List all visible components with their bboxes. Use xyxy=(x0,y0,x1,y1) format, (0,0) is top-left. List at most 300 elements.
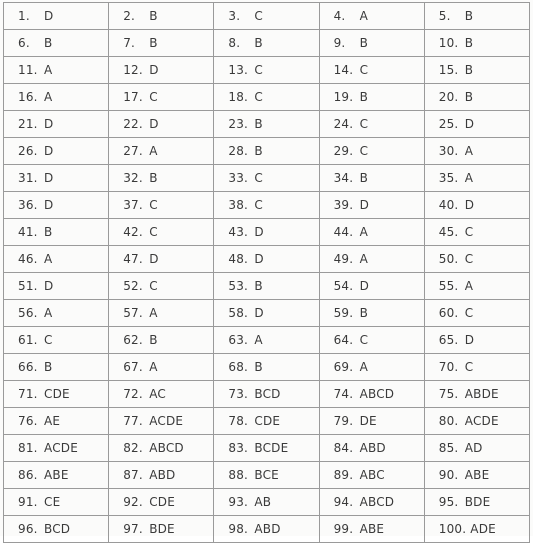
answer-choice: C xyxy=(359,63,369,77)
question-number: 91. xyxy=(18,495,38,509)
question-number: 39. xyxy=(333,198,354,212)
question-number: 84. xyxy=(333,441,354,455)
question-number: 43. xyxy=(228,225,249,239)
answer-choice: ABDE xyxy=(464,387,499,401)
question-number: 10. xyxy=(438,36,459,50)
question-number: 42. xyxy=(123,225,143,239)
answer-row xyxy=(4,489,530,516)
answer-row xyxy=(4,165,530,192)
answer-cell xyxy=(214,57,319,84)
question-number: 7. xyxy=(123,36,136,50)
question-number: 23. xyxy=(228,117,249,131)
answer-cell xyxy=(4,273,109,300)
answer-choice: ABE xyxy=(44,468,69,482)
question-number: 20. xyxy=(438,90,459,104)
answer-cell xyxy=(214,111,319,138)
answer-row xyxy=(4,246,530,273)
question-number: 82. xyxy=(123,441,143,455)
question-number: 40. xyxy=(438,198,459,212)
answer-cell xyxy=(319,30,424,57)
question-number: 34. xyxy=(333,171,354,185)
question-number: 13. xyxy=(228,63,249,77)
question-number: 58. xyxy=(228,306,249,320)
answer-choice: ABCD xyxy=(359,495,395,509)
answer-choice: C xyxy=(254,9,263,23)
answer-row xyxy=(4,3,530,30)
question-number: 87. xyxy=(123,468,143,482)
question-number: 78. xyxy=(228,414,249,428)
answer-choice: D xyxy=(44,279,54,293)
answer-cell xyxy=(4,111,109,138)
answer-cell xyxy=(4,489,109,516)
question-number: 67. xyxy=(123,360,143,374)
answer-choice: A xyxy=(44,90,53,104)
answer-choice: D xyxy=(44,171,54,185)
answer-choice: ABD xyxy=(359,441,386,455)
answer-choice: B xyxy=(149,36,158,50)
question-number: 56. xyxy=(18,306,38,320)
question-number: 6. xyxy=(18,36,30,50)
answer-choice: C xyxy=(359,117,369,131)
question-number: 25. xyxy=(438,117,459,131)
question-number: 64. xyxy=(333,333,354,347)
answer-cell xyxy=(319,489,424,516)
answer-choice: B xyxy=(44,225,53,239)
answer-cell xyxy=(319,138,424,165)
answer-choice: C xyxy=(254,63,263,77)
answer-choice: B xyxy=(464,63,474,77)
answer-cell xyxy=(424,435,529,462)
answer-row xyxy=(4,354,530,381)
answer-cell xyxy=(424,111,529,138)
answer-choice: ABE xyxy=(359,522,385,536)
answer-choice: B xyxy=(149,171,158,185)
answer-cell xyxy=(4,138,109,165)
answer-choice: D xyxy=(464,198,475,212)
answer-cell xyxy=(214,219,319,246)
question-number: 22. xyxy=(123,117,143,131)
answer-cell xyxy=(4,435,109,462)
question-number: 60. xyxy=(438,306,459,320)
answer-cell xyxy=(109,354,214,381)
answer-choice: A xyxy=(44,306,53,320)
answer-cell xyxy=(319,57,424,84)
answer-cell xyxy=(109,3,214,30)
answer-choice: B xyxy=(359,306,368,320)
answer-cell xyxy=(4,84,109,111)
answer-choice: A xyxy=(359,360,368,374)
question-number: 4. xyxy=(333,9,346,23)
answer-cell xyxy=(424,327,529,354)
answer-row xyxy=(4,273,530,300)
question-number: 62. xyxy=(123,333,143,347)
answer-cell xyxy=(109,111,214,138)
answer-choice: CE xyxy=(44,495,61,509)
answer-choice: D xyxy=(44,9,54,23)
answer-cell xyxy=(424,246,529,273)
answer-choice: D xyxy=(149,252,159,266)
question-number: 97. xyxy=(123,522,143,536)
question-number: 55. xyxy=(438,279,459,293)
answer-cell xyxy=(424,516,529,543)
answer-choice: AD xyxy=(464,441,483,455)
answer-choice: ABCD xyxy=(149,441,184,455)
question-number: 50. xyxy=(438,252,459,266)
answer-cell xyxy=(109,165,214,192)
question-number: 49. xyxy=(333,252,354,266)
question-number: 45. xyxy=(438,225,459,239)
answer-row xyxy=(4,192,530,219)
answer-cell xyxy=(319,219,424,246)
question-number: 18. xyxy=(228,90,249,104)
question-number: 93. xyxy=(228,495,249,509)
answer-choice: B xyxy=(464,9,474,23)
answer-cell xyxy=(319,3,424,30)
answer-row xyxy=(4,381,530,408)
answer-choice: A xyxy=(44,63,53,77)
answer-choice: D xyxy=(149,117,159,131)
question-number: 90. xyxy=(438,468,459,482)
question-number: 24. xyxy=(333,117,354,131)
answer-cell xyxy=(214,435,319,462)
answer-choice: D xyxy=(359,198,370,212)
answer-choice: A xyxy=(359,225,368,239)
answer-cell xyxy=(4,516,109,543)
answer-cell xyxy=(109,516,214,543)
question-number: 3. xyxy=(228,9,241,23)
question-number: 51. xyxy=(18,279,38,293)
answer-cell xyxy=(214,408,319,435)
answer-choice: A xyxy=(44,252,53,266)
answer-choice: ABE xyxy=(464,468,490,482)
answer-cell xyxy=(4,300,109,327)
answer-row xyxy=(4,435,530,462)
answer-cell xyxy=(109,300,214,327)
answer-choice: B xyxy=(359,171,368,185)
question-number: 53. xyxy=(228,279,249,293)
answer-cell xyxy=(109,84,214,111)
answer-choice: BCE xyxy=(254,468,279,482)
answer-choice: B xyxy=(464,90,474,104)
question-number: 37. xyxy=(123,198,143,212)
question-number: 8. xyxy=(228,36,241,50)
question-number: 36. xyxy=(18,198,38,212)
answer-choice: BDE xyxy=(464,495,491,509)
answer-cell xyxy=(424,408,529,435)
answer-choice: ACDE xyxy=(464,414,499,428)
answer-choice: C xyxy=(464,225,474,239)
question-number: 69. xyxy=(333,360,354,374)
answer-cell xyxy=(424,381,529,408)
answer-row xyxy=(4,111,530,138)
answer-choice: D xyxy=(464,117,475,131)
answer-cell xyxy=(4,327,109,354)
question-number: 76. xyxy=(18,414,38,428)
answer-row xyxy=(4,57,530,84)
answer-cell xyxy=(214,30,319,57)
answer-cell xyxy=(109,30,214,57)
answer-choice: D xyxy=(254,306,264,320)
answer-choice: B xyxy=(44,36,53,50)
answer-choice: C xyxy=(44,333,53,347)
answer-choice: BCDE xyxy=(254,441,289,455)
answer-choice: B xyxy=(149,9,158,23)
answer-choice: C xyxy=(254,90,263,104)
answer-choice: ACDE xyxy=(149,414,184,428)
question-number: 27. xyxy=(123,144,143,158)
answer-choice: B xyxy=(464,36,474,50)
question-number: 30. xyxy=(438,144,459,158)
answer-cell xyxy=(109,273,214,300)
answer-cell xyxy=(109,381,214,408)
answer-cell xyxy=(109,408,214,435)
answer-choice: C xyxy=(149,279,158,293)
question-number: 70. xyxy=(438,360,459,374)
answer-choice: B xyxy=(359,36,368,50)
question-number: 59. xyxy=(333,306,354,320)
answer-cell xyxy=(424,3,529,30)
answer-cell xyxy=(319,408,424,435)
answer-choice: C xyxy=(359,144,369,158)
answer-cell xyxy=(424,300,529,327)
answer-cell xyxy=(424,354,529,381)
answer-cell xyxy=(109,192,214,219)
question-number: 17. xyxy=(123,90,143,104)
answer-row xyxy=(4,408,530,435)
answer-key-table xyxy=(3,2,530,543)
answer-cell xyxy=(214,84,319,111)
question-number: 74. xyxy=(333,387,354,401)
answer-cell xyxy=(4,381,109,408)
answer-cell xyxy=(109,327,214,354)
question-number: 38. xyxy=(228,198,249,212)
answer-choice: AC xyxy=(149,387,166,401)
answer-row xyxy=(4,327,530,354)
answer-cell xyxy=(424,489,529,516)
answer-cell xyxy=(319,84,424,111)
answer-cell xyxy=(319,300,424,327)
question-number: 5. xyxy=(438,9,451,23)
answer-cell xyxy=(109,462,214,489)
question-number: 31. xyxy=(18,171,38,185)
answer-cell xyxy=(214,516,319,543)
question-number: 47. xyxy=(123,252,143,266)
answer-cell xyxy=(109,219,214,246)
answer-choice: D xyxy=(254,252,264,266)
answer-cell xyxy=(214,300,319,327)
answer-cell xyxy=(4,408,109,435)
question-number: 19. xyxy=(333,90,354,104)
question-number: 83. xyxy=(228,441,249,455)
answer-choice: A xyxy=(464,144,474,158)
question-number: 88. xyxy=(228,468,249,482)
answer-choice: C xyxy=(149,198,158,212)
answer-choice: AE xyxy=(44,414,61,428)
answer-choice: CDE xyxy=(254,414,281,428)
question-number: 96. xyxy=(18,522,38,536)
answer-choice: C xyxy=(359,333,369,347)
answer-choice: C xyxy=(149,90,158,104)
answer-cell xyxy=(214,3,319,30)
question-number: 54. xyxy=(333,279,354,293)
answer-cell xyxy=(214,246,319,273)
answer-cell xyxy=(319,192,424,219)
question-number: 61. xyxy=(18,333,38,347)
answer-choice: A xyxy=(359,252,368,266)
question-number: 89. xyxy=(333,468,354,482)
answer-cell xyxy=(319,516,424,543)
question-number: 72. xyxy=(123,387,143,401)
question-number: 66. xyxy=(18,360,38,374)
answer-cell xyxy=(214,489,319,516)
question-number: 100. xyxy=(438,522,467,536)
question-number: 11. xyxy=(18,63,38,77)
question-number: 81. xyxy=(18,441,38,455)
answer-choice: B xyxy=(254,279,263,293)
question-number: 52. xyxy=(123,279,143,293)
answer-cell xyxy=(319,246,424,273)
answer-cell xyxy=(109,246,214,273)
answer-choice: ABCD xyxy=(359,387,395,401)
answer-cell xyxy=(4,462,109,489)
answer-cell xyxy=(4,3,109,30)
question-number: 68. xyxy=(228,360,249,374)
answer-choice: B xyxy=(359,90,368,104)
answer-cell xyxy=(4,246,109,273)
answer-choice: A xyxy=(149,306,158,320)
answer-cell xyxy=(214,192,319,219)
question-number: 2. xyxy=(123,9,136,23)
answer-choice: ADE xyxy=(470,522,496,536)
answer-choice: B xyxy=(254,360,263,374)
answer-choice: D xyxy=(44,117,54,131)
question-number: 48. xyxy=(228,252,249,266)
question-number: 16. xyxy=(18,90,38,104)
answer-choice: CDE xyxy=(149,495,175,509)
answer-cell xyxy=(319,354,424,381)
answer-row xyxy=(4,84,530,111)
answer-choice: A xyxy=(464,279,474,293)
question-number: 14. xyxy=(333,63,354,77)
answer-choice: C xyxy=(254,171,263,185)
answer-row xyxy=(4,30,530,57)
answer-cell xyxy=(4,219,109,246)
answer-cell xyxy=(214,354,319,381)
answer-cell xyxy=(214,327,319,354)
answer-choice: D xyxy=(359,279,370,293)
answer-choice: ABC xyxy=(359,468,385,482)
answer-choice: CDE xyxy=(44,387,70,401)
question-number: 21. xyxy=(18,117,38,131)
answer-key-body xyxy=(4,3,530,543)
question-number: 98. xyxy=(228,522,249,536)
question-number: 85. xyxy=(438,441,459,455)
answer-cell xyxy=(424,219,529,246)
question-number: 92. xyxy=(123,495,143,509)
question-number: 75. xyxy=(438,387,459,401)
answer-cell xyxy=(109,138,214,165)
answer-cell xyxy=(319,273,424,300)
answer-cell xyxy=(424,273,529,300)
answer-choice: D xyxy=(254,225,264,239)
question-number: 65. xyxy=(438,333,459,347)
answer-cell xyxy=(4,354,109,381)
answer-choice: BDE xyxy=(149,522,175,536)
answer-cell xyxy=(4,192,109,219)
question-number: 44. xyxy=(333,225,354,239)
question-number: 26. xyxy=(18,144,38,158)
question-number: 73. xyxy=(228,387,249,401)
answer-choice: A xyxy=(359,9,368,23)
answer-cell xyxy=(214,165,319,192)
answer-choice: B xyxy=(44,360,53,374)
answer-choice: ACDE xyxy=(44,441,78,455)
answer-choice: D xyxy=(44,198,54,212)
answer-choice: B xyxy=(254,144,263,158)
answer-choice: B xyxy=(149,333,158,347)
answer-row xyxy=(4,462,530,489)
question-number: 79. xyxy=(333,414,354,428)
answer-row xyxy=(4,138,530,165)
answer-choice: AB xyxy=(254,495,272,509)
answer-cell xyxy=(424,462,529,489)
question-number: 32. xyxy=(123,171,143,185)
answer-choice: DE xyxy=(359,414,377,428)
answer-cell xyxy=(424,165,529,192)
question-number: 86. xyxy=(18,468,38,482)
answer-cell xyxy=(319,462,424,489)
question-number: 99. xyxy=(333,522,354,536)
answer-choice: A xyxy=(464,171,474,185)
question-number: 57. xyxy=(123,306,143,320)
question-number: 35. xyxy=(438,171,459,185)
answer-choice: C xyxy=(464,360,474,374)
answer-choice: A xyxy=(149,360,158,374)
answer-choice: A xyxy=(149,144,158,158)
answer-choice: BCD xyxy=(254,387,281,401)
question-number: 77. xyxy=(123,414,143,428)
answer-choice: C xyxy=(149,225,158,239)
answer-choice: D xyxy=(44,144,54,158)
question-number: 63. xyxy=(228,333,249,347)
question-number: 9. xyxy=(333,36,346,50)
answer-cell xyxy=(109,489,214,516)
answer-choice: A xyxy=(254,333,263,347)
answer-row xyxy=(4,300,530,327)
answer-cell xyxy=(424,57,529,84)
question-number: 33. xyxy=(228,171,249,185)
answer-choice: C xyxy=(464,306,474,320)
answer-cell xyxy=(319,165,424,192)
answer-cell xyxy=(214,381,319,408)
answer-row xyxy=(4,219,530,246)
answer-row xyxy=(4,516,530,543)
answer-cell xyxy=(319,381,424,408)
answer-choice: ABD xyxy=(254,522,281,536)
answer-cell xyxy=(214,138,319,165)
question-number: 95. xyxy=(438,495,459,509)
question-number: 1. xyxy=(18,9,30,23)
answer-cell xyxy=(424,84,529,111)
answer-cell xyxy=(424,30,529,57)
question-number: 46. xyxy=(18,252,38,266)
answer-cell xyxy=(319,111,424,138)
answer-choice: D xyxy=(149,63,159,77)
question-number: 41. xyxy=(18,225,38,239)
answer-cell xyxy=(4,57,109,84)
question-number: 80. xyxy=(438,414,459,428)
answer-cell xyxy=(109,435,214,462)
